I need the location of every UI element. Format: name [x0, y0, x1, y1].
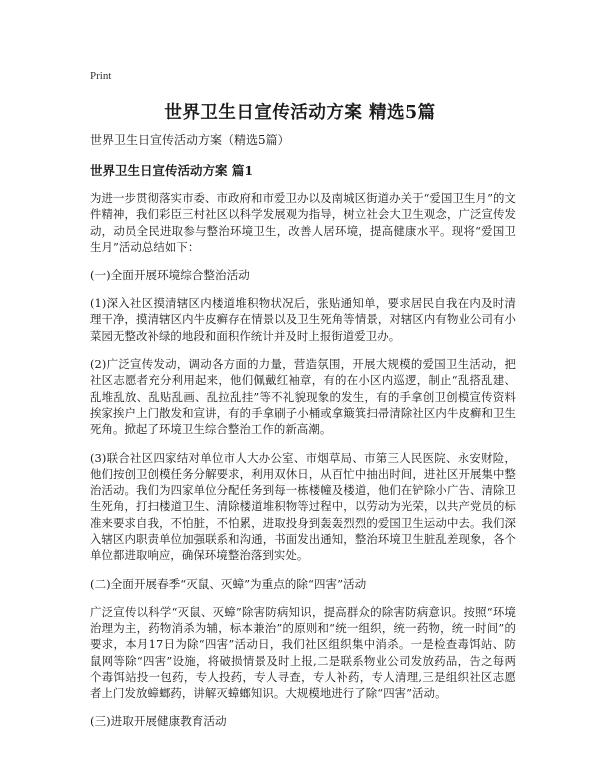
- document-body: [90, 132, 516, 741]
- print-label[interactable]: Print: [90, 70, 112, 82]
- paragraph-4: 广泛宣传以科学“灭鼠、灭蟑”除害防病知识，提高群众的除害防病意识。按照“环境治理为主，药物消杀为辅，标本兼治”的原则和“统一组织，统一药物，统一时间”的要求，本月17日为除“四害”活动日，我们社区组织集中消杀。一是检查毒饵站、防鼠网等除“四害”设施，将破损情景及时上报,二是联系物业公司发放药品，告之每两个毒饵站投一包药，专人投药，专人寻查，专人补药，专人清理,三是组织社区志愿者上门发放蟑螂药，讲解灭蟑螂知识。大规模地进行了除“四害”活动。: [90, 604, 516, 701]
- paragraph-2: (2)广泛宣传发动，调动各方面的力量，营造氛围，开展大规模的爱国卫生活动，把社区志愿者充分利用起来，他们佩戴红袖章，有的在小区内巡逻，制止“乱搭乱建、乱堆乱放、乱贴乱画、乱拉乱挂”等不礼貌现象的发生，有的手拿创卫创模宣传资料挨家挨户上门散发和宣讲，有的手拿刷子小桶或拿簸箕扫帚清除社区内牛皮癣和卫生死角。掀起了环境卫生综合整治工作的新高潮。: [90, 357, 516, 437]
- subheading-2: (二)全面开展春季“灭鼠、灭蟑”为重点的除“四害”活动: [90, 576, 367, 591]
- intro-paragraph: 为进一步贯彻落实市委、市政府和市爱卫办以及南城区街道办关于“爱国卫生月”的文件精神，我们彩臣三村社区以科学发展观为指导，树立社会大卫生观念，广泛宣传发动，动员全民进取参与整治环境卫生，改善人居环境，提高健康水平。现将“爱国卫生月”活动总结如下：: [90, 191, 516, 254]
- paragraph-3: (3)联合社区四家结对单位市人大办公室、市烟草局、市第三人民医院、永安财险，他们按创卫创模任务分解要求，利用双休日，从百忙中抽出时间，进社区开展集中整治活动。我们为四家单位分配任务到每一栋楼幢及楼道，他们在铲除小广告、清除卫生死角，打扫楼道卫生、清除楼道堆积物等过程中，以劳动为光荣，以共产党员的标准来要求自我，不怕脏，不怕累，进取投身到轰轰烈烈的爱国卫生运动中去。我们深入辖区内职责单位加强联系和沟通，书面发出通知，整治环境卫生脏乱差现象，各个单位都进取响应，确保环境整治落到实处。: [90, 450, 516, 563]
- subheading-3: (三)进取开展健康教育活动: [90, 714, 227, 729]
- subheading-1: (一)全面开展环境综合整治活动: [90, 268, 250, 283]
- document-subtitle: 世界卫生日宣传活动方案（精选5篇）: [90, 133, 290, 147]
- document-title: 世界卫生日宣传活动方案 精选5篇: [164, 103, 436, 123]
- section-heading: 世界卫生日宣传活动方案 篇1: [90, 163, 254, 178]
- paragraph-1: (1)深入社区摸清辖区内楼道堆积物状况后，张贴通知单，要求居民自我在内及时清理干净，摸清辖区内牛皮癣存在情景以及卫生死角等情景，对辖区内有物业公司有小菜园无整改补绿的地段和面积作统计并及时上报街道爱卫办。: [90, 296, 516, 343]
